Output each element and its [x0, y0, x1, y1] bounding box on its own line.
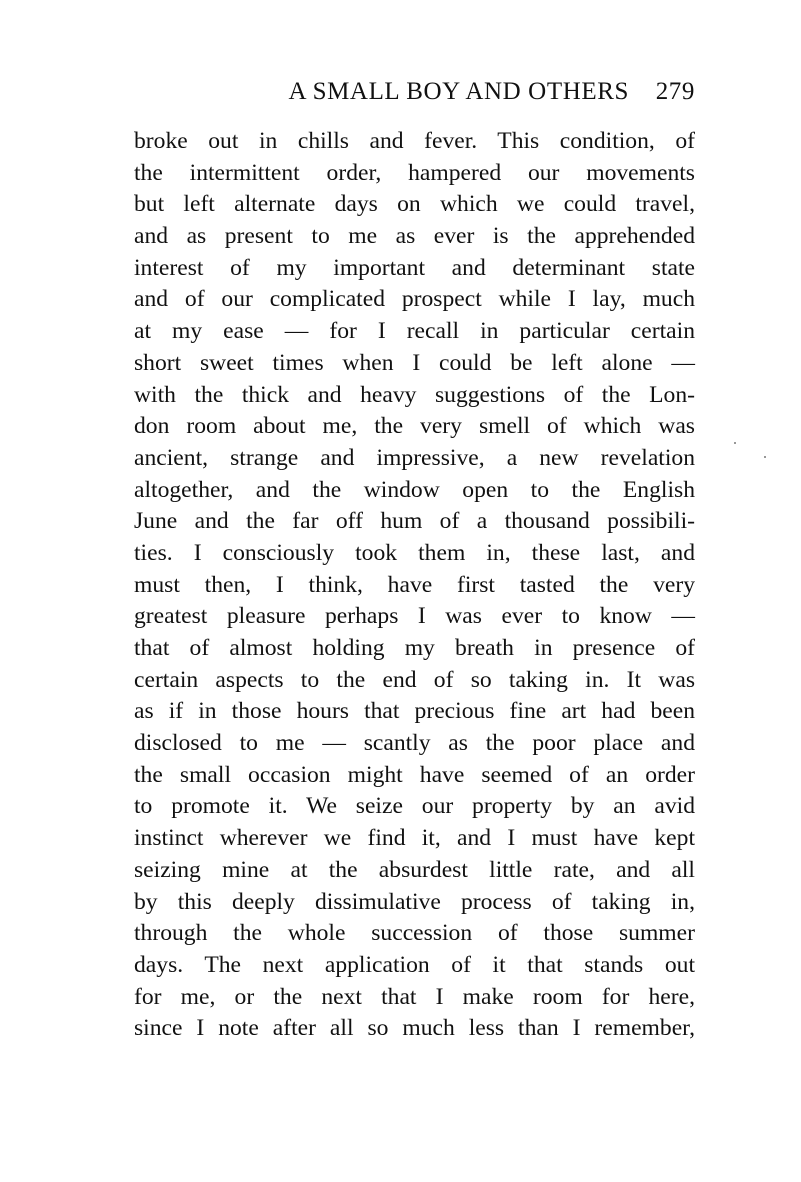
body-text	[134, 126, 695, 1045]
text-line: the small occasion might have seemed of an order	[134, 761, 695, 788]
text-line: with the thick and heavy suggestions of the Lon-	[134, 381, 695, 408]
text-line: days. The next application of it that stands out	[134, 951, 695, 978]
text-line: since I note after all so much less than I remember,	[134, 1015, 695, 1042]
text-line: that of almost holding my breath in presence of	[134, 635, 695, 661]
text-line: don room about me, the very smell of which was	[134, 413, 695, 440]
text-line: June and the far off hum of a thousand possibili-	[134, 508, 695, 535]
text-line: as if in those hours that precious fine art had been	[134, 698, 695, 725]
scan-speck	[734, 442, 736, 444]
text-line: at my ease — for I recall in particular certain	[134, 318, 695, 345]
text-line: by this deeply dissimulative process of taking in,	[134, 888, 695, 915]
text-line: the intermittent order, hampered our movements	[134, 159, 695, 186]
text-line: ties. I consciously took them in, these last, and	[134, 539, 695, 566]
text-line: to promote it. We seize our property by an avid	[134, 793, 695, 820]
text-line: and as present to me as ever is the apprehended	[134, 223, 695, 250]
text-line: greatest pleasure perhaps I was ever to know —	[134, 603, 695, 630]
text-line: instinct wherever we find it, and I must have kept	[134, 825, 695, 852]
text-line: short sweet times when I could be left alone —	[134, 349, 695, 376]
text-line: interest of my important and determinant state	[134, 254, 695, 281]
text-line: must then, I think, have first tasted the very	[134, 571, 695, 598]
running-title: A SMALL BOY AND OTHERS	[288, 78, 629, 105]
text-line: altogether, and the window open to the English	[134, 476, 695, 503]
scan-speck	[764, 456, 766, 458]
text-line: certain aspects to the end of so taking in. It was	[134, 666, 695, 693]
text-line: through the whole succession of those summer	[134, 920, 695, 947]
text-line: and of our complicated prospect while I lay, much	[134, 286, 695, 313]
text-line: but left alternate days on which we could travel,	[134, 191, 695, 218]
text-line: seizing mine at the absurdest little rate, and all	[134, 856, 695, 883]
text-line: disclosed to me — scantly as the poor place and	[134, 730, 695, 757]
page-number: 279	[655, 78, 695, 105]
text-line: for me, or the next that I make room for here,	[134, 983, 695, 1010]
text-line: broke out in chills and fever. This condition, of	[134, 128, 695, 154]
text-line: ancient, strange and impressive, a new revelation	[134, 444, 695, 471]
running-head	[134, 78, 695, 118]
